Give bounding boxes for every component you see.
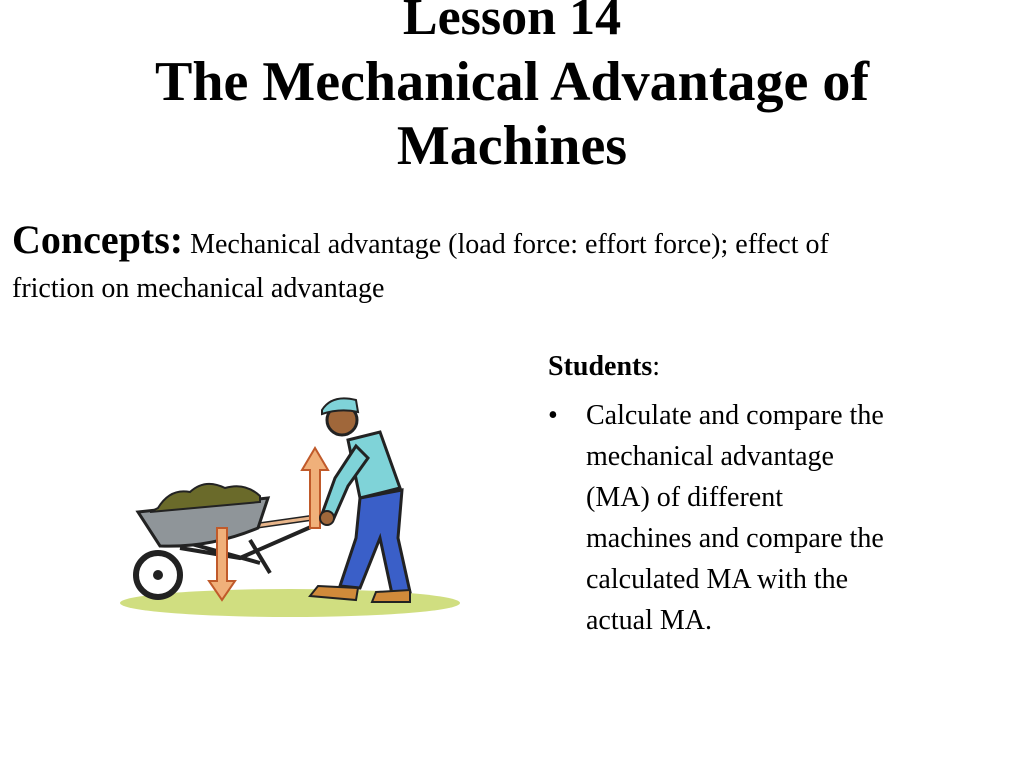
objectives-block — [548, 346, 968, 641]
worker-legs — [340, 490, 410, 594]
concepts-label: Concepts: — [12, 217, 184, 262]
title-line-3: Machines — [396, 115, 628, 177]
title-line-1: Lesson 14 — [402, 0, 622, 46]
concepts-text-1: Mechanical advantage (load force: effort force); effect of — [190, 229, 829, 260]
objective-line-6: actual MA. — [586, 605, 712, 636]
objective-text — [586, 395, 968, 641]
objective-line-3: (MA) of different — [586, 482, 783, 513]
concepts-text-2: friction on mechanical advantage — [12, 273, 385, 304]
wheelbarrow-illustration — [110, 388, 470, 628]
bullet-marker: • — [548, 400, 558, 431]
students-heading — [548, 346, 968, 387]
objective-line-1: Calculate and compare the — [586, 400, 884, 431]
title-line-2: The Mechanical Advantage of — [155, 51, 869, 113]
concepts-paragraph — [12, 218, 1012, 311]
slide-title — [0, 0, 1024, 178]
students-heading-colon: : — [652, 351, 661, 382]
objective-line-2: mechanical advantage — [586, 441, 834, 472]
wheel-hub — [153, 570, 163, 580]
students-heading-label: Students — [548, 351, 653, 382]
worker-hand — [320, 511, 334, 525]
objective-line-4: machines and compare the — [586, 523, 884, 554]
objective-bullet-item — [548, 395, 968, 641]
objective-line-5: calculated MA with the — [586, 564, 849, 595]
